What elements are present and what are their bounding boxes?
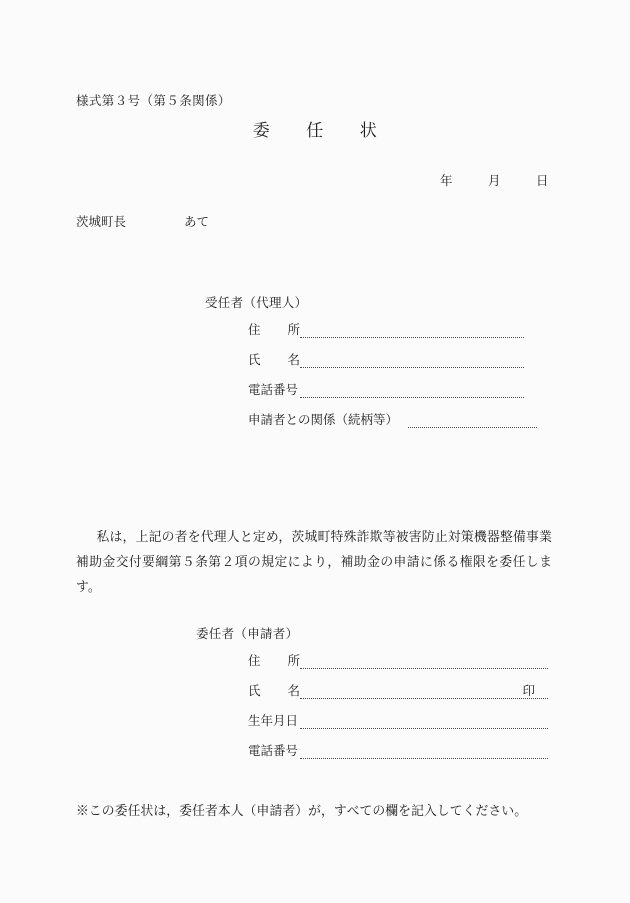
delegator-section-heading: 委任者（申請者）	[196, 627, 299, 641]
delegate-relationship-row	[248, 414, 537, 428]
delegator-name-row	[248, 685, 548, 699]
form-number: 様式第３号（第５条関係）	[76, 94, 231, 108]
delegate-relationship-input[interactable]	[408, 415, 537, 428]
delegator-name-input[interactable]	[300, 686, 548, 699]
delegator-birthdate-row	[248, 715, 548, 729]
delegate-phone-row	[248, 384, 524, 398]
delegator-phone-row	[248, 745, 548, 759]
title-char-2: 任	[306, 121, 324, 140]
page-title	[0, 122, 630, 139]
delegator-phone-input[interactable]	[300, 746, 548, 759]
date-month-label: 月	[488, 174, 501, 188]
delegate-phone-label: 電話番号	[248, 383, 299, 397]
addressee	[76, 216, 209, 229]
delegator-address-row	[248, 655, 548, 669]
date-day-label: 日	[536, 174, 549, 188]
delegate-relationship-label: 申請者との関係（続柄等）	[248, 413, 399, 427]
addressee-name: 茨城町長	[76, 215, 127, 229]
delegator-name-label: 氏 名	[248, 684, 300, 698]
delegate-name-input[interactable]	[300, 355, 524, 368]
delegator-address-label: 住 所	[248, 654, 300, 668]
title-char-3: 状	[359, 121, 378, 140]
delegate-name-label: 氏 名	[248, 353, 300, 367]
delegation-body-text: 私は，上記の者を代理人と定め，茨城町特殊詐欺等被害防止対策機器整備事業補助金交付要綱第５条第２項の規定により，補助金の申請に係る権限を委任します。	[76, 530, 552, 594]
date-year-label: 年	[440, 174, 453, 188]
delegate-phone-input[interactable]	[300, 385, 524, 398]
date-line	[440, 175, 549, 188]
delegator-phone-label: 電話番号	[248, 744, 299, 758]
delegate-address-input[interactable]	[300, 325, 524, 338]
delegate-section-heading: 受任者（代理人）	[205, 296, 308, 310]
addressee-suffix: あて	[184, 215, 210, 229]
delegate-name-row	[248, 354, 524, 368]
delegate-address-label: 住 所	[248, 323, 300, 337]
title-char-1: 委	[252, 121, 271, 140]
footer-note: ※この委任状は，委任者本人（申請者）が，すべての欄を記入してください。	[76, 804, 528, 818]
delegator-birthdate-input[interactable]	[300, 716, 548, 729]
seal-icon: 印	[522, 684, 535, 698]
delegator-birthdate-label: 生年月日	[248, 714, 299, 728]
delegate-address-row	[248, 324, 524, 338]
delegator-address-input[interactable]	[300, 656, 548, 669]
